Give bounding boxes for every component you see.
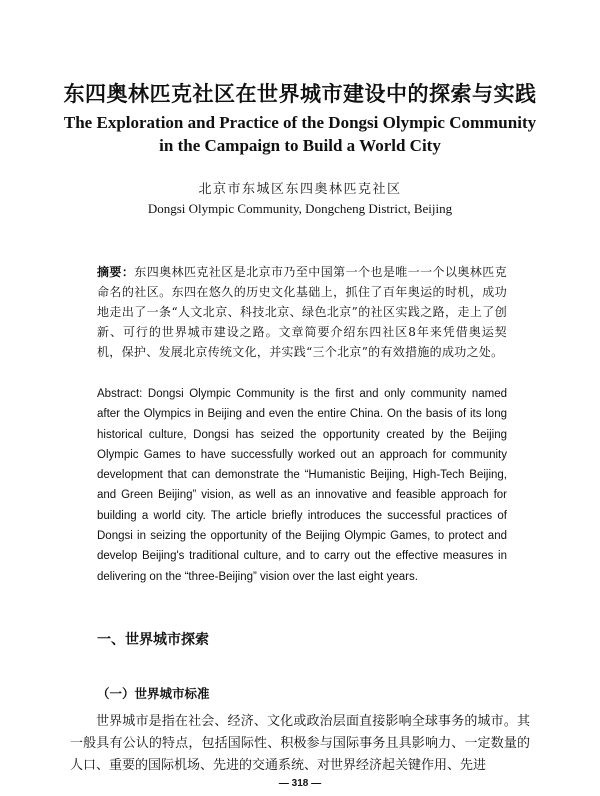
chinese-title: 东四奥林匹克社区在世界城市建设中的探索与实践 — [63, 81, 537, 106]
page-number: — 318 — — [278, 778, 322, 789]
abstract-label: 摘要： — [97, 265, 135, 279]
chinese-abstract — [97, 262, 507, 362]
english-title: The Exploration and Practice of the Dongsi Olympic Community in the Campaign to Build a World City — [63, 113, 537, 155]
subsection-heading: （一）世界城市标准 — [97, 686, 210, 701]
author-affiliation-english: Dongsi Olympic Community, Dongcheng District, Beijing — [147, 201, 453, 216]
section-heading: 一、世界城市探索 — [97, 632, 209, 648]
body-paragraph: 世界城市是指在社会、经济、文化或政治层面直接影响全球事务的城市。其一般具有公认的特点，包括国际性、积极参与国际事务且具影响力、一定数量的人口、重要的国际机场、先进的交通系统、对世界经济起关键作用、先进 — [70, 714, 530, 773]
chinese-abstract-text: 东四奥林匹克社区是北京市乃至中国第一个也是唯一一个以奥林匹克命名的社区。东四在悠久的历史文化基础上，抓住了百年奥运的时机，成功地走出了一条“人文北京、科技北京、绿色北京”的社区实践之路，走上了创新、可行的世界城市建设之路。文章简要介绍东四社区8年来凭借奥运契机，保护、发展北京传统文化，并实践“三个北京”的有效措施的成功之处。 — [97, 265, 507, 359]
author-affiliation-chinese: 北京市东城区东四奥林匹克社区 — [198, 182, 402, 197]
english-abstract: Abstract: Dongsi Olympic Community is the first and only community named after the Olympics in Beijing and even the entire China. On the basis of its long historical culture, Dongsi has seized the opportunity created by the Beijing Olympic Games to have successfully worked out an approach for community development that can demonstrate the “Humanistic Beijing, High-Tech Beijing, and Green Beijing” vision, as well as an innovative and feasible approach for building a world city. The article briefly introduces the successful practices of Dongsi in seizing the opportunity of the Beijing Olympic Games, to protect and develop Beijing's traditional culture, and to carry out the effective measures in delivering on the “three-Beijing” vision over the last eight years. — [97, 388, 507, 583]
